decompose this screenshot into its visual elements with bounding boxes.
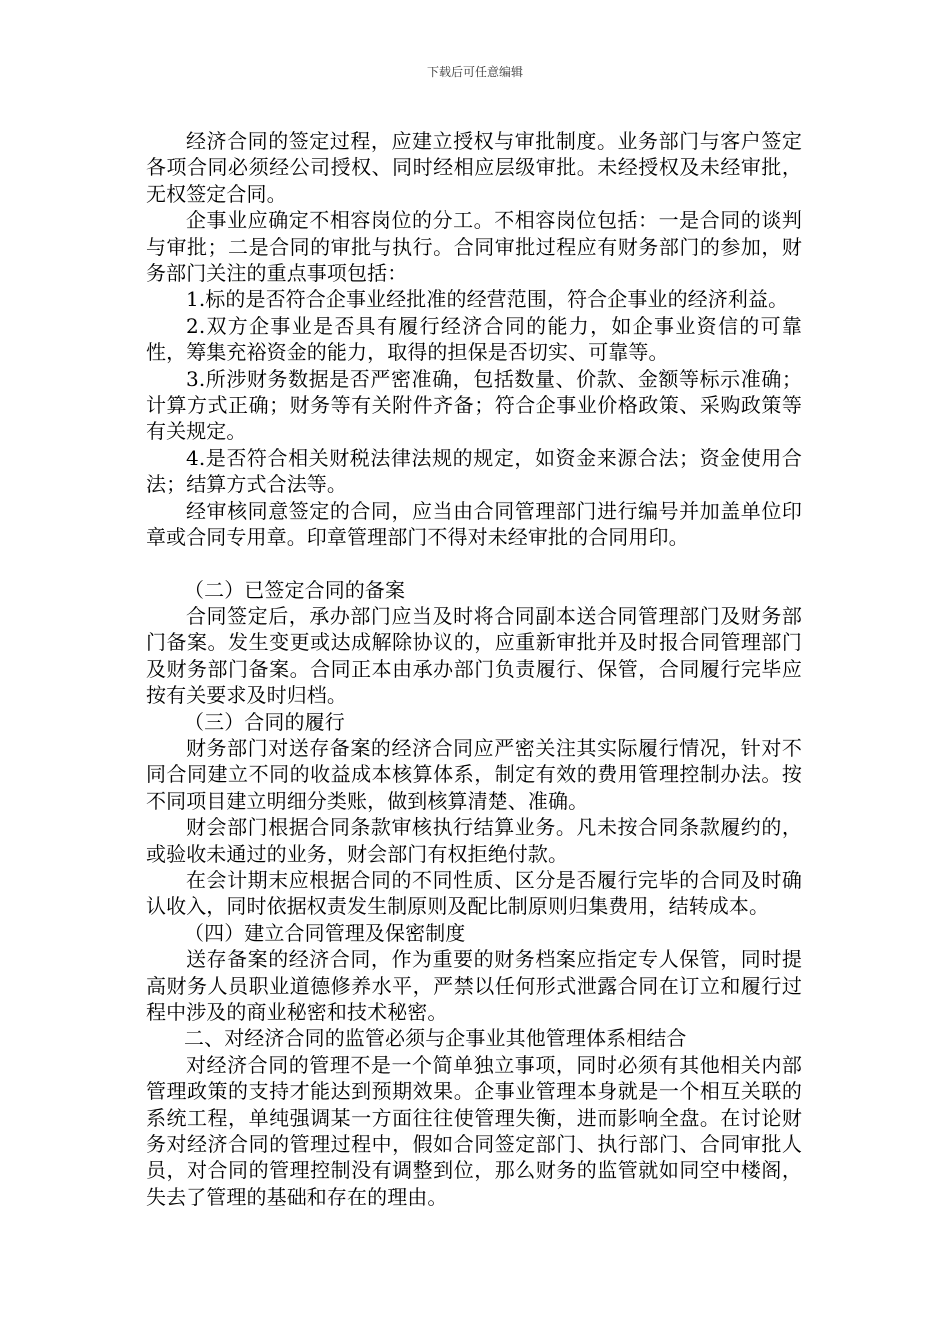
paragraph-contract-signing-authorization: 经济合同的签定过程，应建立授权与审批制度。业务部门与客户签定各项合同必须经公司授权、同时经相应层级审批。未经授权及未经审批，无权签定合同。 — [146, 129, 802, 206]
document-body — [146, 128, 802, 1210]
paragraph-confidentiality: 送存备案的经济合同，作为重要的财务档案应指定专人保管，同时提高财务人员职业道德修养水平，严禁以任何形式泄露合同在订立和履行过程中涉及的商业秘密和技术秘密。 — [146, 947, 802, 1024]
page-header: 下载后可任意编辑 — [426, 65, 523, 79]
paragraph-settlement-review: 财会部门根据合同条款审核执行结算业务。凡未按合同条款履约的，或验收未通过的业务，财会部门有权拒绝付款。 — [146, 815, 802, 866]
paragraph-item-1: 1.标的是否符合企事业经批准的经营范围，符合企事业的经济利益。 — [186, 287, 789, 312]
paragraph-filing: 合同签定后，承办部门应当及时将合同副本送合同管理部门及财务部门备案。发生变更或达成解除协议的，应重新审批并及时报合同管理部门及财务部门备案。合同正本由承办部门负责履行、保管，合同履行完毕应按有关要求及时归档。 — [146, 603, 802, 708]
paragraph-integration: 对经济合同的管理不是一个简单独立事项，同时必须有其他相关内部管理政策的支持才能达到预期效果。企事业管理本身就是一个相互关联的系统工程，单纯强调某一方面往往使管理失衡，进而影响全盘。在讨论财务对经济合同的管理过程中，假如合同签定部门、执行部门、合同审批人员，对合同的管理控制没有调整到位，那么财务的监管就如同空中楼阁，失去了管理的基础和存在的理由。 — [146, 1052, 802, 1209]
paragraph-period-end-recognition: 在会计期末应根据合同的不同性质、区分是否履行完毕的合同及时确认收入，同时依据权责发生制原则及配比制原则归集费用，结转成本。 — [146, 867, 802, 919]
paragraph-item-4: 4.是否符合相关财税法律法规的规定，如资金来源合法；资金使用合法；结算方式合法等。 — [146, 445, 802, 497]
section-heading-confidentiality: （四）建立合同管理及保密制度 — [184, 920, 466, 945]
section-heading-performance: （三）合同的履行 — [184, 709, 345, 734]
section-heading-integration: 二、对经济合同的监管必须与企事业其他管理体系相结合 — [184, 1026, 687, 1051]
paragraph-incompatible-positions: 企事业应确定不相容岗位的分工。不相容岗位包括：一是合同的谈判与审批；二是合同的审批与执行。合同审批过程应有财务部门的参加，财务部门关注的重点事项包括： — [146, 208, 802, 286]
blank-line — [146, 551, 802, 577]
paragraph-contract-numbering-seal: 经审核同意签定的合同，应当由合同管理部门进行编号并加盖单位印章或合同专用章。印章管理部门不得对未经审批的合同用印。 — [146, 498, 802, 550]
section-heading-filing: （二）已签定合同的备案 — [184, 577, 406, 602]
paragraph-performance-monitoring: 财务部门对送存备案的经济合同应严密关注其实际履行情况，针对不同合同建立不同的收益成本核算体系，制定有效的费用管理控制办法。按不同项目建立明细分类账，做到核算清楚、准确。 — [146, 735, 802, 813]
paragraph-item-2: 2.双方企事业是否具有履行经济合同的能力，如企事业资信的可靠性，筹集充裕资金的能力，取得的担保是否切实、可靠等。 — [146, 313, 802, 365]
paragraph-item-3: 3.所涉财务数据是否严密准确，包括数量、价款、金额等标示准确；计算方式正确；财务等有关附件齐备；符合企事业价格政策、采购政策等有关规定。 — [146, 366, 802, 444]
